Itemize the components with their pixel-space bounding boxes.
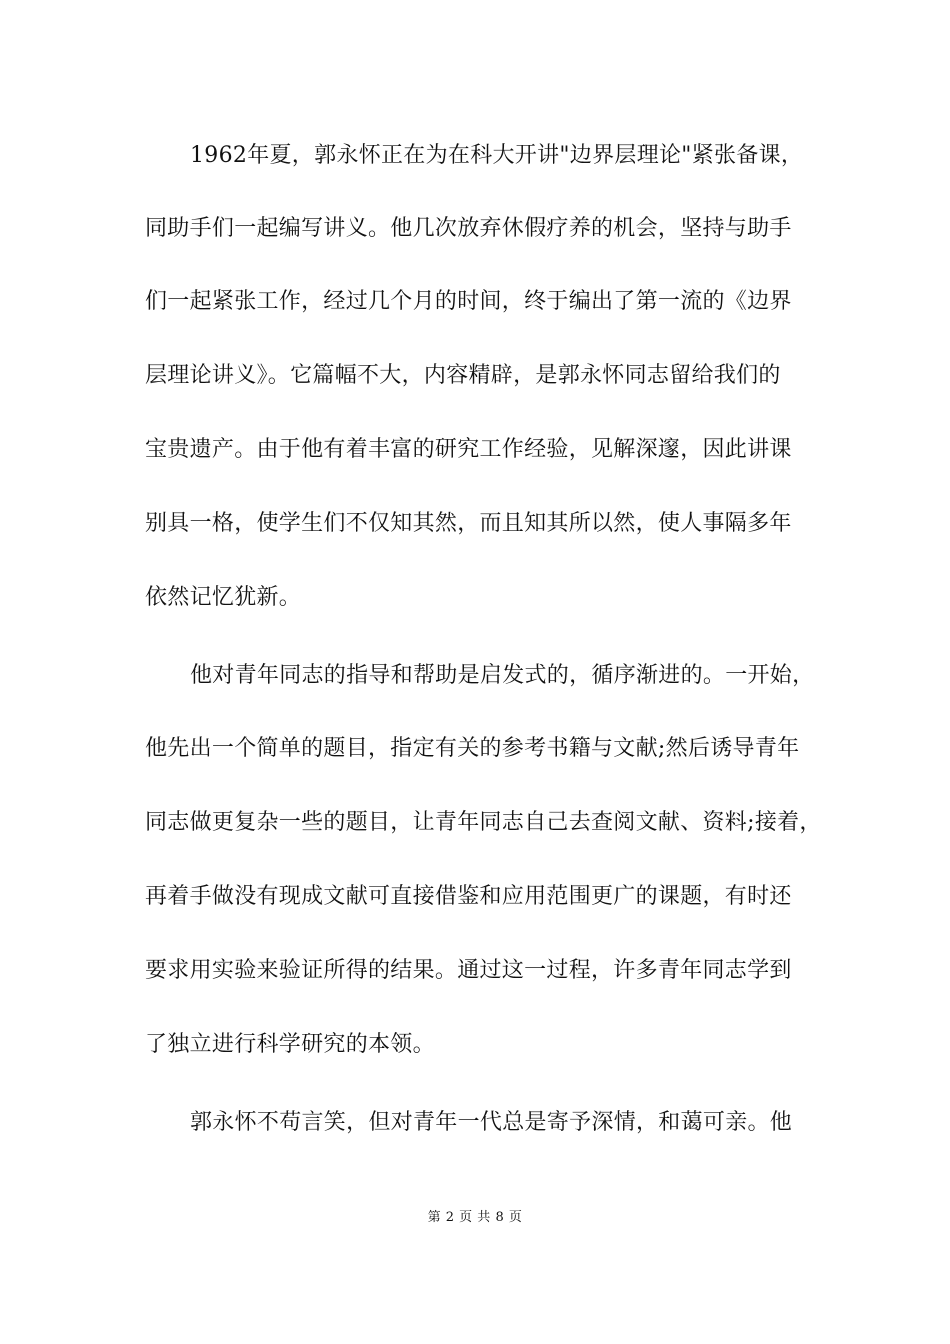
para3-line1: 郭永怀不苟言笑，但对青年一代总是寄予深情，和蔼可亲。他	[190, 1110, 793, 1135]
para2-line5: 要求用实验来验证所得的结果。通过这一过程，许多青年同志学到	[145, 958, 792, 983]
page-number-label: 第 2 页 共 8 页	[427, 1210, 523, 1225]
para1-line6: 别具一格，使学生们不仅知其然，而且知其所以然，使人事隔多年	[145, 511, 792, 536]
para2-line4: 再着手做没有现成文献可直接借鉴和应用范围更广的课题，有时还	[145, 884, 792, 909]
para2-line1: 他对青年同志的指导和帮助是启发式的，循序渐进的。一开始，	[190, 663, 815, 688]
para1-line2: 同助手们一起编写讲义。他几次放弃休假疗养的机会，坚持与助手	[145, 216, 792, 241]
page-footer	[0, 1209, 950, 1227]
para1-line1: 1962年夏，郭永怀正在为在科大开讲"边界层理论"紧张备课，	[190, 143, 804, 168]
para1-line7: 依然记忆犹新。	[145, 585, 302, 610]
para2-line6: 了独立进行科学研究的本领。	[145, 1032, 435, 1057]
para1-line5: 宝贵遗产。由于他有着丰富的研究工作经验，见解深邃，因此讲课	[145, 437, 792, 462]
para1-line3: 们一起紧张工作，经过几个月的时间，终于编出了第一流的《边界	[145, 289, 792, 314]
para1-line4: 层理论讲义》。它篇幅不大，内容精辟，是郭永怀同志留给我们的	[145, 363, 781, 388]
para2-line3: 同志做更复杂一些的题目，让青年同志自己去查阅文献、资料;接着，	[145, 810, 822, 835]
para2-line2: 他先出一个简单的题目，指定有关的参考书籍与文献;然后诱导青年	[145, 736, 800, 761]
